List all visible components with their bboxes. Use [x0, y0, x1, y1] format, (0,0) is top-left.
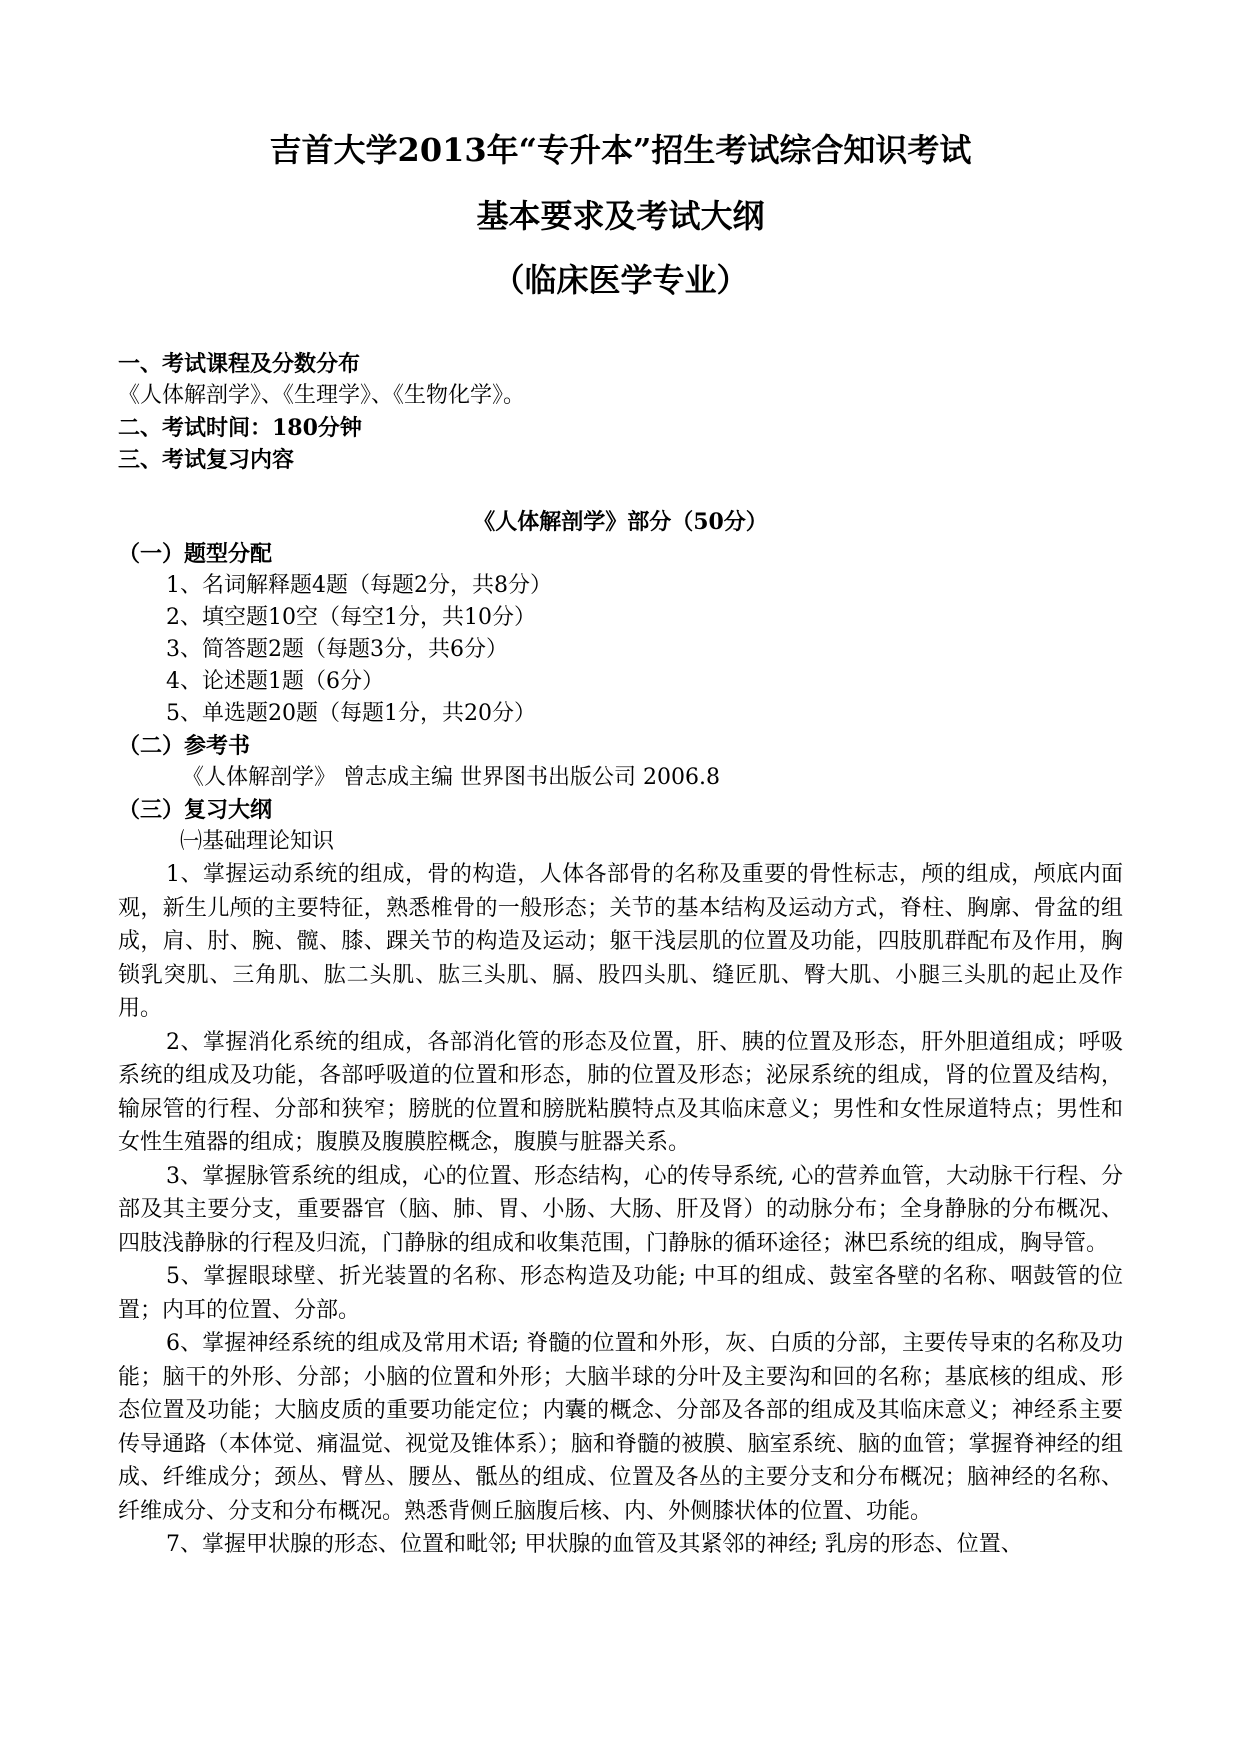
section-heading-content: 三、考试复习内容 [118, 447, 295, 473]
outline-paragraph: 3、掌握脉管系统的组成，心的位置、形态结构，心的传导系统, 心的营养血管，大动脉干行程、分部及其主要分支，重要器官（脑、肺、胃、小肠、大肠、肝及肾）的动脉分布；全身静脉的分布概况、四肢浅静脉的行程及归流，门静脉的组成和收集范围，门静脉的循环途径；淋巴系统的组成，胸导管。 [118, 1163, 1123, 1256]
course-list: 《人体解剖学》、《生理学》、《生物化学》。 [118, 383, 526, 408]
question-type-item: 2、填空题10空（每空1分，共10分） [166, 605, 536, 630]
outline-paragraph: 5、掌握眼球壁、折光装置的名称、形态构造及功能; 中耳的组成、鼓室各壁的名称、咽鼓管的位置；内耳的位置、分部。 [118, 1264, 1123, 1323]
question-type-item: 4、论述题1题（6分） [166, 669, 384, 694]
question-type-item: 3、简答题2题（每题3分，共6分） [166, 637, 508, 662]
outline-paragraph: 7、掌握甲状腺的形态、位置和毗邻; 甲状腺的血管及其紧邻的神经; 乳房的形态、位置、 [166, 1532, 1023, 1557]
question-type-item: 5、单选题20题（每题1分，共20分） [166, 701, 536, 726]
subheading-question-types: （一）题型分配 [118, 541, 273, 567]
subheading-review-outline: （三）复习大纲 [118, 797, 273, 823]
document-title: 吉首大学2013年“专升本”招生考试综合知识考试 [269, 131, 972, 169]
document-subtitle: 基本要求及考试大纲 [476, 197, 765, 235]
outline-paragraph: 6、掌握神经系统的组成及常用术语; 脊髓的位置和外形，灰、白质的分部，主要传导束的名称及功能；脑干的外形、分部；小脑的位置和外形；大脑半球的分叶及主要沟和回的名称；基底核的组成、形态位置及功能；大脑皮质的重要功能定位；内囊的概念、分部及各部的组成及其临床意义；神经系主要传导通路（本体觉、痛温觉、视觉及锥体系）；脑和脊髓的被膜、脑室系统、脑的血管；掌握脊神经的组成、纤维成分；颈丛、臂丛、腰丛、骶丛的组成、位置及各丛的主要分支和分布概况；脑神经的名称、纤维成分、分支和分布概况。熟悉背侧丘脑腹后核、内、外侧膝状体的位置、功能。 [118, 1331, 1123, 1524]
subheading-reference-book: （二）参考书 [118, 733, 251, 759]
outline-paragraph: 1、掌握运动系统的组成，骨的构造，人体各部骨的名称及重要的骨性标志，颅的组成，颅底内面观，新生儿颅的主要特征，熟悉椎骨的一般形态；关节的基本结构及运动方式，脊柱、胸廓、骨盆的组成，肩、肘、腕、髋、膝、踝关节的构造及运动；躯干浅层肌的位置及功能，四肢肌群配布及作用，胸锁乳突肌、三角肌、肱二头肌、肱三头肌、膈、股四头肌、缝匠肌、臀大肌、小腿三头肌的起止及作用。 [118, 862, 1123, 1021]
document-major: （临床医学专业） [492, 261, 749, 299]
section-heading-time: 二、考试时间：180分钟 [118, 415, 362, 441]
outline-subheading: ㈠基础理论知识 [180, 829, 335, 854]
anatomy-part-title: 《人体解剖学》部分（50分） [473, 509, 768, 535]
outline-paragraph: 2、掌握消化系统的组成，各部消化管的形态及位置，肝、胰的位置及形态，肝外胆道组成；呼吸系统的组成及功能，各部呼吸道的位置和形态，肺的位置及形态；泌尿系统的组成，肾的位置及结构，输尿管的行程、分部和狭窄；膀胱的位置和膀胱粘膜特点及其临床意义；男性和女性尿道特点；男性和女性生殖器的组成；腹膜及腹膜腔概念，腹膜与脏器关系。 [118, 1029, 1123, 1155]
question-type-item: 1、名词解释题4题（每题2分，共8分） [166, 573, 552, 598]
document-body [118, 348, 1123, 1562]
section-heading-courses: 一、考试课程及分数分布 [118, 351, 361, 377]
reference-book: 《人体解剖学》 曾志成主编 世界图书出版公司 2006.8 [182, 765, 720, 790]
